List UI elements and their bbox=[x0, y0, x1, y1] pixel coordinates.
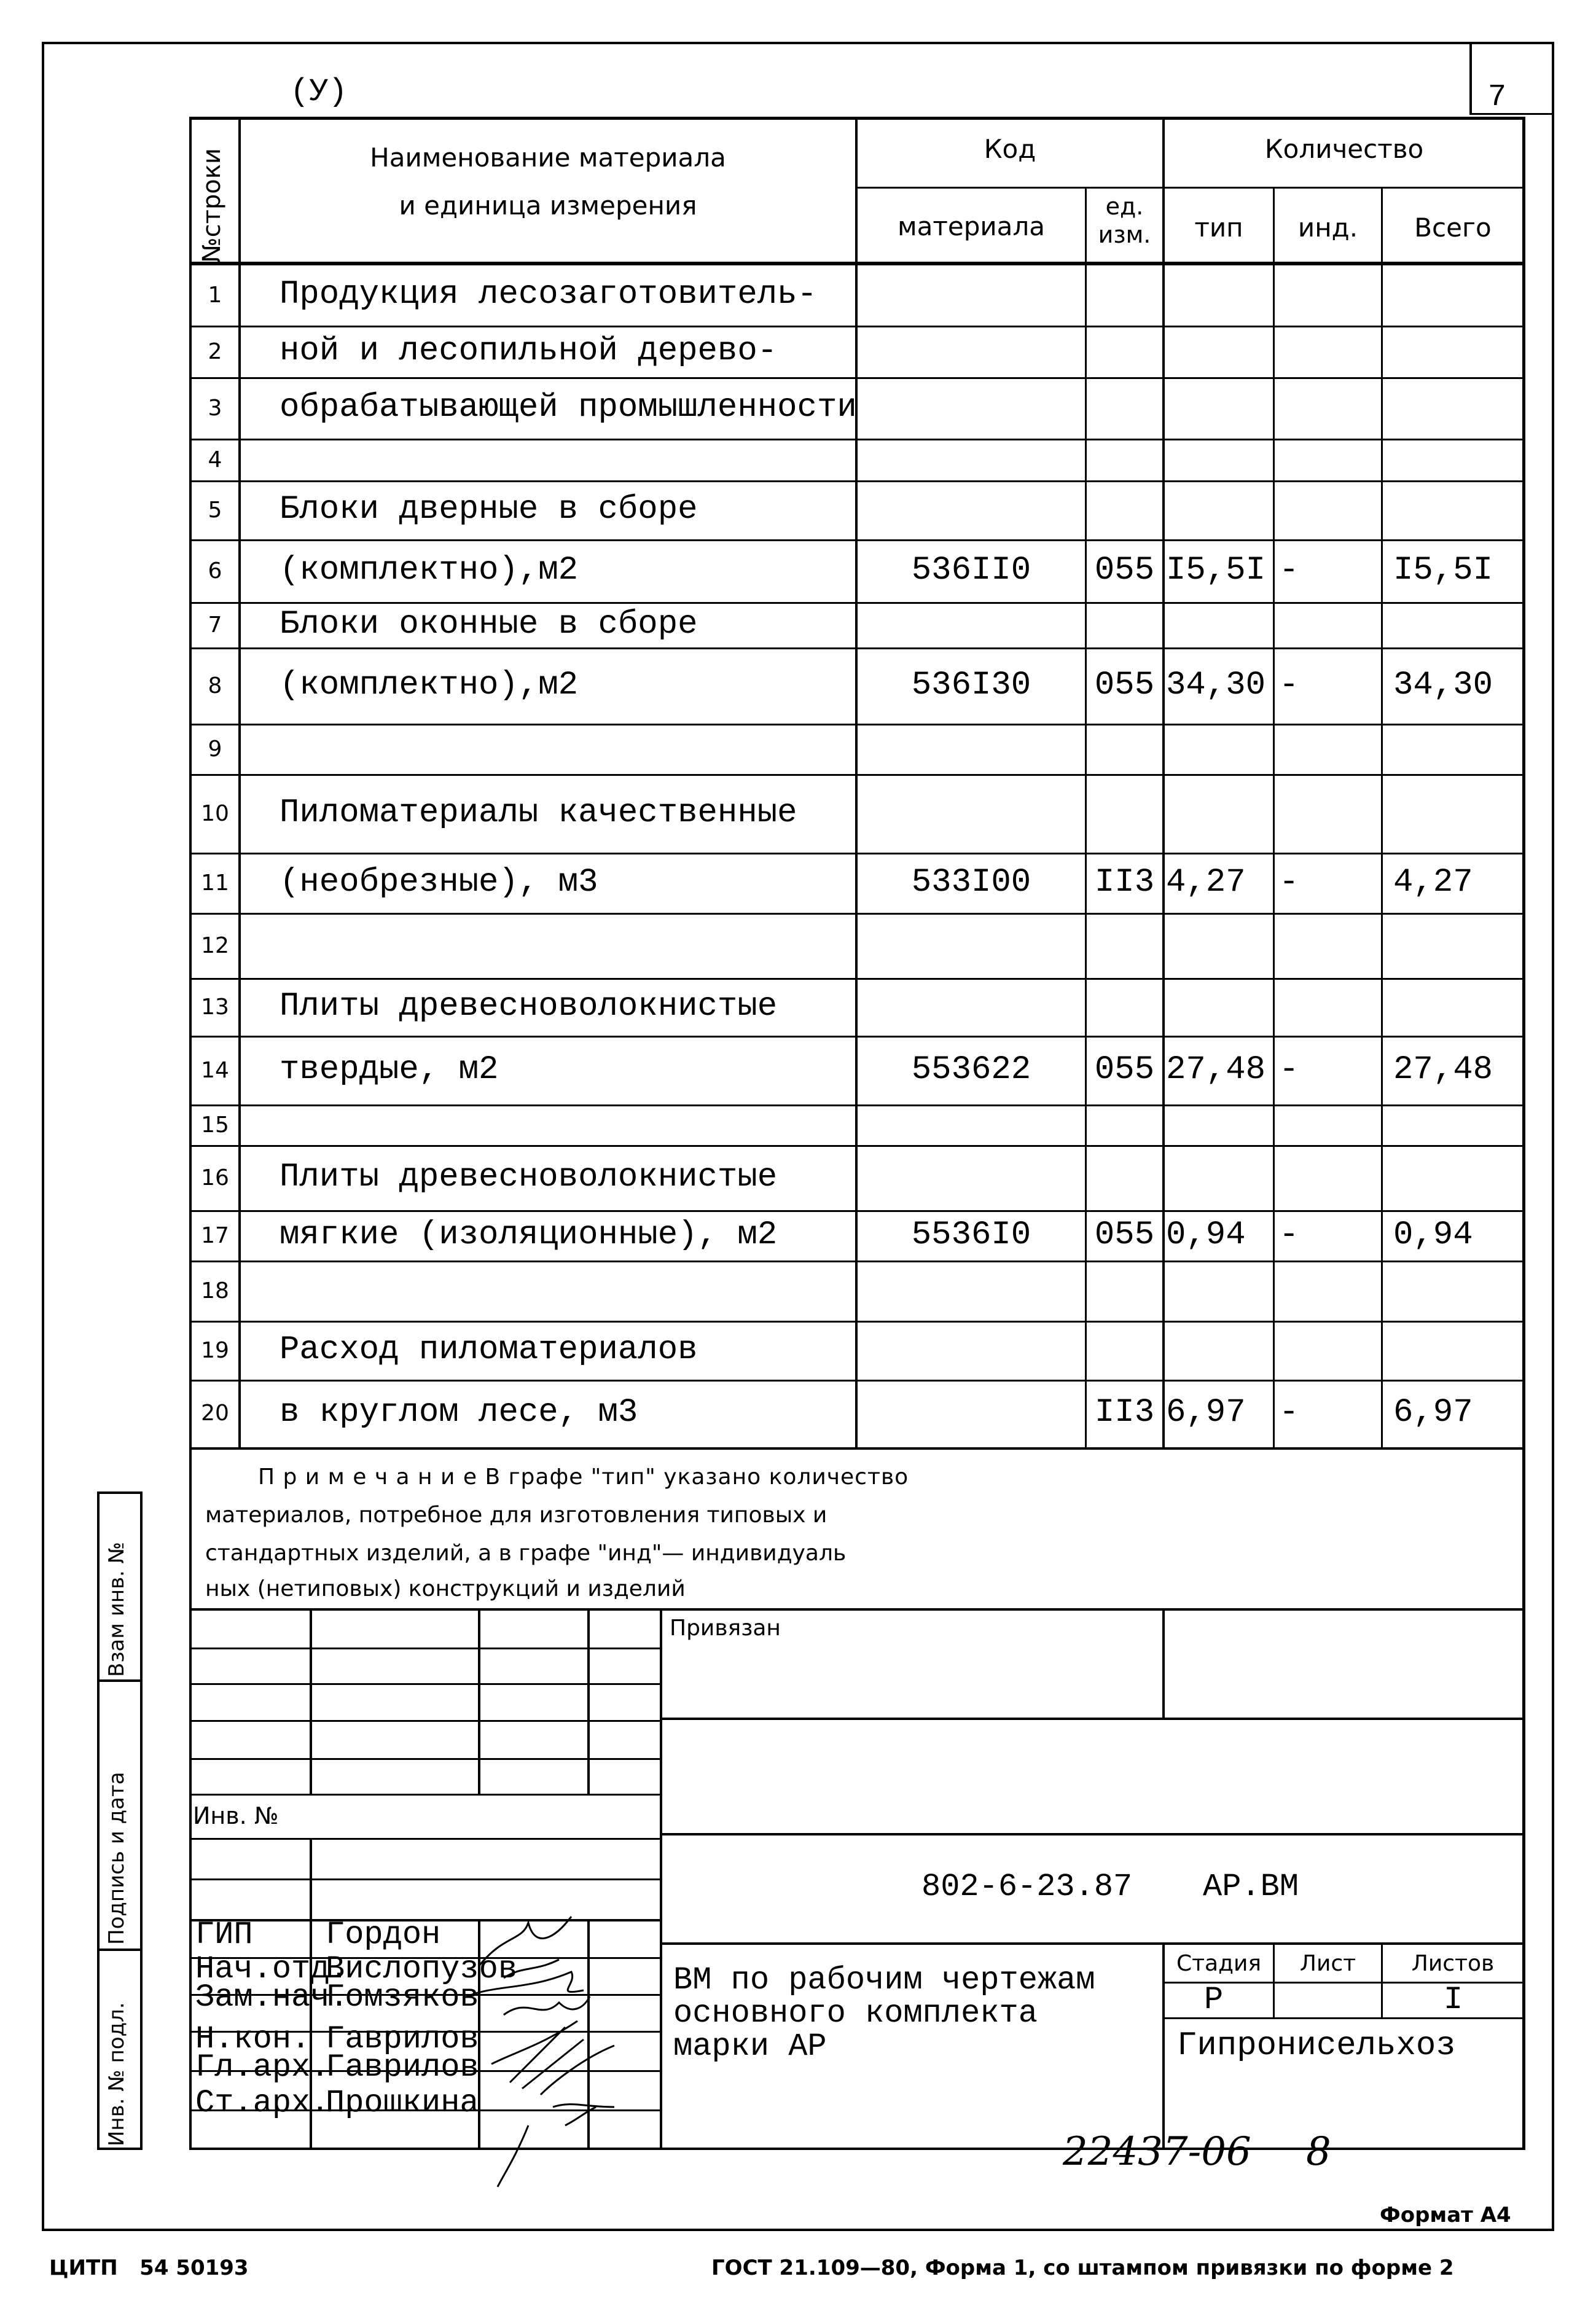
cell-unit: II3 bbox=[1094, 863, 1155, 901]
cell-no: 2 bbox=[208, 338, 222, 364]
cell-name: (необрезные), м3 bbox=[280, 863, 598, 901]
signer-role: Ст.арх. bbox=[195, 2085, 330, 2121]
cell-no: 16 bbox=[201, 1165, 229, 1190]
cell-total: I5,5I bbox=[1393, 551, 1493, 589]
signer-role: Зам.нач. bbox=[195, 1979, 349, 2015]
cell-name: (комплектно),м2 bbox=[280, 666, 579, 704]
cell-no: 7 bbox=[208, 612, 222, 638]
cell-total: 6,97 bbox=[1393, 1393, 1473, 1431]
cell-no: 4 bbox=[208, 447, 222, 472]
cell-ind: - bbox=[1279, 1216, 1299, 1254]
col-unit-header-line1: ед. bbox=[1105, 193, 1144, 220]
cell-name: мягкие (изоляционные), м2 bbox=[280, 1216, 778, 1254]
cell-type: 27,48 bbox=[1166, 1050, 1266, 1089]
cell-total: 0,94 bbox=[1393, 1216, 1473, 1254]
cell-no: 10 bbox=[201, 800, 229, 826]
side-label-sign-date: Подпись и дата bbox=[104, 1772, 129, 1945]
col-name-header-line1: Наименование материала bbox=[370, 143, 726, 173]
cell-name: твердые, м2 bbox=[280, 1050, 499, 1089]
cell-unit: 055 bbox=[1094, 551, 1155, 589]
header-mark: (У) bbox=[290, 74, 348, 110]
signer-role: Н.кон. bbox=[195, 2021, 311, 2057]
cell-name: Блоки оконные в сборе bbox=[280, 605, 698, 643]
cell-no: 3 bbox=[208, 395, 222, 421]
cell-no: 17 bbox=[201, 1222, 229, 1248]
doc-title-line1: ВМ по рабочим чертежам bbox=[673, 1962, 1095, 1998]
format-label: Формат А4 bbox=[1380, 2203, 1511, 2227]
signer-role: Нач.отд. bbox=[195, 1951, 349, 1987]
signer-name: Гаврилов bbox=[326, 2049, 479, 2086]
cell-no: 11 bbox=[201, 870, 229, 896]
cell-name: Расход пиломатериалов bbox=[280, 1331, 698, 1369]
cell-no: 1 bbox=[208, 282, 222, 308]
cell-no: 5 bbox=[208, 497, 222, 523]
col-code-material-header: материала bbox=[897, 211, 1045, 241]
footer-right: ГОСТ 21.109—80, Форма 1, со штампом привязки по форме 2 bbox=[711, 2256, 1454, 2280]
inventory-stamp: 22437-06 bbox=[1063, 2129, 1251, 2175]
cell-type: 0,94 bbox=[1166, 1216, 1246, 1254]
note-line-4: ных (нетиповых) конструкций и изделий bbox=[205, 1576, 686, 1601]
signer-name: Вислопузов bbox=[326, 1951, 518, 1987]
cell-name: Плиты древесноволокнистые bbox=[280, 987, 778, 1025]
col-name-header-line2: и единица измерения bbox=[399, 190, 697, 221]
cell-ind: - bbox=[1279, 666, 1299, 704]
cell-type: 4,27 bbox=[1166, 863, 1246, 901]
inventory-sheet: 8 bbox=[1306, 2129, 1331, 2175]
note-line-3: стандартных изделий, а в графе "инд"— индивидуаль bbox=[205, 1541, 847, 1566]
cell-code: 536I30 bbox=[911, 666, 1031, 704]
cell-no: 15 bbox=[201, 1112, 229, 1138]
cell-type: I5,5I bbox=[1166, 551, 1266, 589]
organization: Гипронисельхоз bbox=[1177, 2027, 1456, 2065]
col-qty-type-header: тип bbox=[1194, 213, 1243, 243]
cell-name: в круглом лесе, м3 bbox=[280, 1393, 638, 1431]
cell-name: Плиты древесноволокнистые bbox=[280, 1158, 778, 1196]
cell-no: 13 bbox=[201, 994, 229, 1020]
col-qty-ind-header: инд. bbox=[1297, 213, 1358, 243]
signer-name: Гомзяков bbox=[326, 1979, 479, 2015]
cell-name: обрабатывающей промышленности bbox=[280, 388, 857, 426]
col-qty-total-header: Всего bbox=[1414, 213, 1492, 243]
cell-ind: - bbox=[1279, 1050, 1299, 1089]
signature-scribbles bbox=[430, 1898, 627, 2193]
stage-label: Стадия bbox=[1176, 1951, 1262, 1976]
signer-role: ГИП bbox=[195, 1917, 253, 1953]
cell-total: 4,27 bbox=[1393, 863, 1473, 901]
cell-ind: - bbox=[1279, 1393, 1299, 1431]
cell-unit: 055 bbox=[1094, 666, 1155, 704]
col-qty-group-header: Количество bbox=[1264, 134, 1424, 164]
cell-unit: II3 bbox=[1094, 1393, 1155, 1431]
cell-no: 6 bbox=[208, 558, 222, 584]
signer-name: Гаврилов bbox=[326, 2021, 479, 2057]
side-label-inv-no: Инв. № подл. bbox=[104, 2002, 129, 2146]
cell-no: 20 bbox=[201, 1400, 229, 1426]
doc-title-line2: основного комплекта bbox=[673, 1995, 1038, 2031]
cell-no: 14 bbox=[201, 1057, 229, 1083]
side-label-vzam: Взам инв. № bbox=[104, 1541, 129, 1677]
cell-name: Пиломатериалы качественные bbox=[280, 794, 797, 832]
sheets-value: I bbox=[1444, 1982, 1463, 2018]
stage-value: Р bbox=[1204, 1982, 1224, 2018]
col-code-group-header: Код bbox=[984, 134, 1036, 164]
signer-name: Гордон bbox=[326, 1917, 441, 1953]
cell-name: ной и лесопильной дерево- bbox=[280, 332, 778, 370]
footer-left: ЦИТП 54 50193 bbox=[49, 2256, 249, 2280]
note-line-2: материалов, потребное для изготовления типовых и bbox=[205, 1503, 827, 1528]
cell-code: 536II0 bbox=[911, 551, 1031, 589]
cell-code: 553622 bbox=[911, 1050, 1031, 1089]
cell-total: 27,48 bbox=[1393, 1050, 1493, 1089]
col-row-no-header: №строки bbox=[198, 148, 226, 263]
note-line-1: П р и м е ч а н и е В графе "тип" указано количество bbox=[258, 1464, 909, 1490]
signer-name: Прошкина bbox=[326, 2085, 479, 2121]
sheet-label: Лист bbox=[1299, 1951, 1356, 1976]
cell-type: 34,30 bbox=[1166, 666, 1266, 704]
cell-no: 8 bbox=[208, 673, 222, 698]
doc-code: 802-6-23.87 bbox=[921, 1869, 1133, 1905]
doc-mark: АР.ВМ bbox=[1203, 1869, 1299, 1905]
doc-title-line3: марки АР bbox=[673, 2028, 827, 2065]
cell-no: 18 bbox=[201, 1278, 229, 1304]
cell-name: Блоки дверные в сборе bbox=[280, 490, 698, 528]
cell-ind: - bbox=[1279, 551, 1299, 589]
cell-no: 12 bbox=[201, 932, 229, 958]
col-unit-header-line2: изм. bbox=[1098, 221, 1151, 248]
page-number: 7 bbox=[1488, 80, 1507, 115]
cell-total: 34,30 bbox=[1393, 666, 1493, 704]
cell-name: (комплектно),м2 bbox=[280, 551, 579, 589]
cell-no: 9 bbox=[208, 736, 222, 762]
cell-ind: - bbox=[1279, 863, 1299, 901]
cell-code: 533I00 bbox=[911, 863, 1031, 901]
cell-unit: 055 bbox=[1094, 1050, 1155, 1089]
cell-code: 5536I0 bbox=[911, 1216, 1031, 1254]
inv-label: Инв. № bbox=[193, 1802, 279, 1829]
cell-type: 6,97 bbox=[1166, 1393, 1246, 1431]
cell-no: 19 bbox=[201, 1337, 229, 1363]
privyazan-label: Привязан bbox=[670, 1616, 781, 1641]
cell-name: Продукция лесозаготовитель- bbox=[280, 275, 817, 313]
sheets-label: Листов bbox=[1411, 1951, 1495, 1976]
signer-role: Гл.арх. bbox=[195, 2049, 330, 2086]
cell-unit: 055 bbox=[1094, 1216, 1155, 1254]
